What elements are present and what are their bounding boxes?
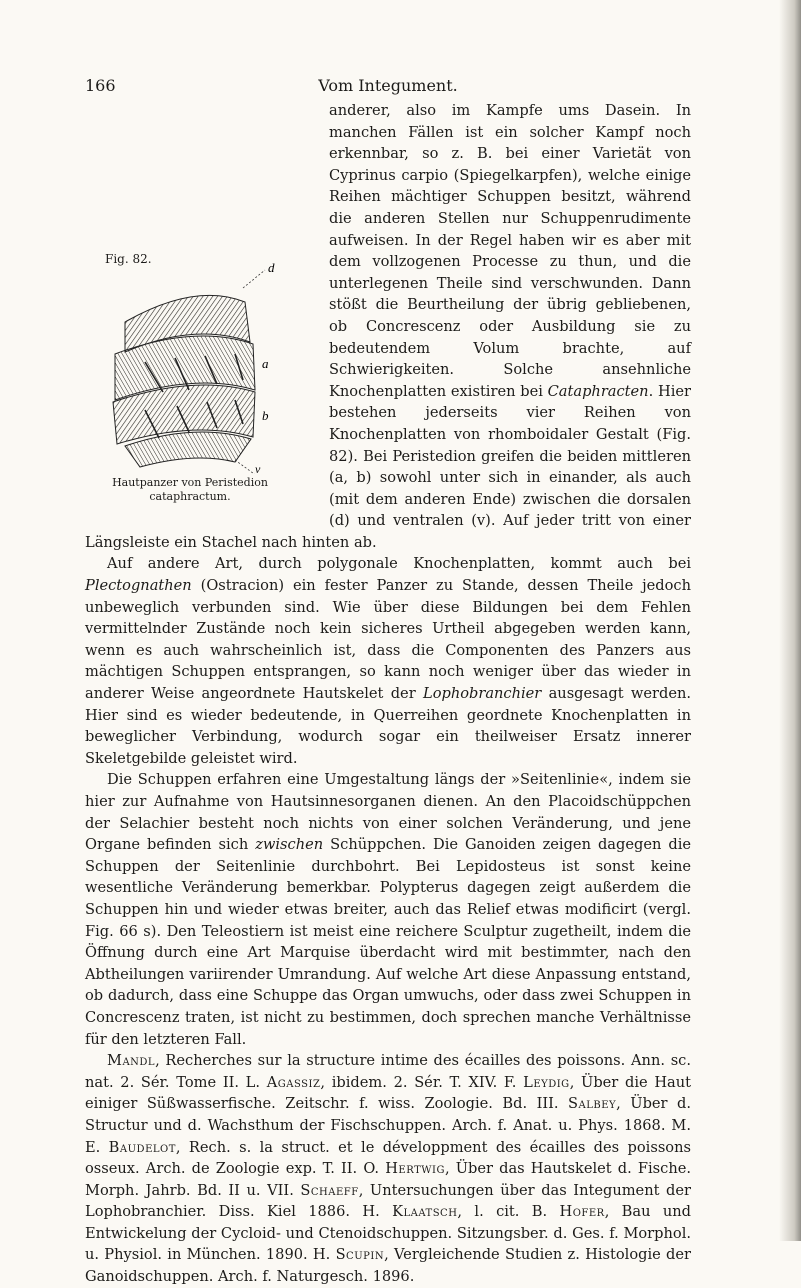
figure-letter-a: a	[262, 356, 269, 371]
paragraph-1: anderer, also im Kampfe ums Dasein. In manchen Fällen ist ein solcher Kampf noch erkennbar, so z. B. bei einer Varietät von Cyprinus carpio (Spiegelkarpfen), welche einige Reihen mächtiger Schuppen besitzt, während die anderen Stellen nur Schuppenrudimente aufweisen. In der Regel haben wir es aber mit dem vollzogenen Processe zu thun, und die unterlegenen Theile sind verschwunden. Dann stößt die Beurtheilung der übrig gebliebenen, ob Concrescenz oder Ausbildung sie zu bedeutendem Volum brachte, auf Schwierigkeiten. Solche ansehnliche Knochenplatten existiren bei Cataphracten. Hier bestehen jederseits vier Reihen von Knochenplatten von rhomboidaler Gestalt (Fig. 82). Bei Peristedion greifen die beiden mittleren (a, b) sowohl unter sich in einander, als auch (mit dem anderen Ende) zwischen die dorsalen (d) und ventralen (v). Auf jeder tritt von einer Längsleiste ein Stachel nach hinten ab.	[85, 102, 691, 551]
paragraph-3: Die Schuppen erfahren eine Umgestaltung längs der »Seitenlinie«, indem sie hier zur Aufnahme von Hautsinnesorganen dienen. An den Placoidschüppchen der Selachier besteht noch nichts von einer solchen Veränderung, und jene Organe befinden sich zwischen Schüppchen. Die Ganoiden zeigen dagegen die Schuppen der Seitenlinie durchbohrt. Bei Lepidosteus ist sonst keine wesentliche Veränderung bemerkbar. Polypterus dagegen zeigt außerdem die Schuppen hin und wieder etwas breiter, auch das Relief etwas modificirt (vergl. Fig. 66 s). Den Teleostiern ist meist eine reichere Sculptur zugetheilt, indem die Öffnung durch eine Art Marquise überdacht wird mit bestimmter, nach den Abtheilungen variirender Umrandung. Auf welche Art diese Anpassung entstand, ob dadurch, dass eine Schuppe das Organ umwuchs, oder dass zwei Schuppen in Concrescenz traten, ist nicht zu bestimmen, doch sprechen manche Verhältnisse für den letzteren Fall.	[85, 771, 691, 1048]
armor-illustration	[85, 262, 305, 474]
text-body	[85, 100, 691, 1288]
figure-label: Fig. 82.	[105, 252, 152, 266]
reference-list: Mandl, Recherches sur la structure intime des écailles des poissons. Ann. sc. nat. 2. Sér. Tome II. L. Agassiz, ibidem. 2. Sér. T. XIV. F. Leydig, Über die Haut einiger Süßwasserfische. Zeitschr. f. wiss. Zoologie. Bd. III. Salbey, Über d. Structur und d. Wachsthum der Fischschuppen. Arch. f. Anat. u. Phys. 1868. M. E. Baudelot, Rech. s. la struct. et le développment des écailles des poissons osseux. Arch. de Zoologie exp. T. II. O. Hertwig, Über das Hautskelet d. Fische. Morph. Jahrb. Bd. II u. VII. Schaeff, Untersuchungen über das Integument der Lophobranchier. Diss. Kiel 1886. H. Klaatsch, l. cit. B. Hofer, Bau und Entwickelung der Cycloid- und Ctenoidschuppen. Sitzungsber. d. Ges. f. Morphol. u. Physiol. in München. 1890. H. Scupin, Vergleichende Studien z. Histologie der Ganoidschuppen. Arch. f. Naturgesch. 1896.	[85, 1052, 692, 1286]
figure-caption: Hautpanzer von Peristedion cataphractum.	[112, 476, 268, 503]
page-header	[85, 76, 691, 96]
figure-82	[85, 250, 317, 514]
references	[85, 1050, 691, 1288]
paragraph-2: Auf andere Art, durch polygonale Knochenplatten, kommt auch bei Plectognathen (Ostracion) ein fester Panzer zu Stande, dessen Theile jedoch unbeweglich verbunden sind. Wie über diese Bildungen bei dem Fehlen vermittelnder Zustände noch kein sicheres Urtheil abgegeben werden kann, wenn es auch wahrscheinlich ist, dass die Componenten des Panzers aus mächtigen Schuppen entsprangen, so kann noch weniger über das wieder in anderer Weise angeordnete Hautskelet der Lophobranchier ausgesagt werden. Hier sind es wieder bedeutende, in Querreihen geordnete Knochenplatten in beweglicher Verbindung, wodurch sogar ein theilweiser Ersatz innerer Skeletgebilde geleistet wird.	[85, 555, 691, 767]
figure-letter-v: v	[255, 462, 261, 474]
page-edge-shadow	[779, 0, 801, 1241]
figure-letter-d: d	[268, 262, 275, 275]
running-head: Vom Integument.	[318, 76, 458, 95]
page-number: 166	[85, 76, 116, 95]
figure-letter-b: b	[262, 408, 269, 423]
